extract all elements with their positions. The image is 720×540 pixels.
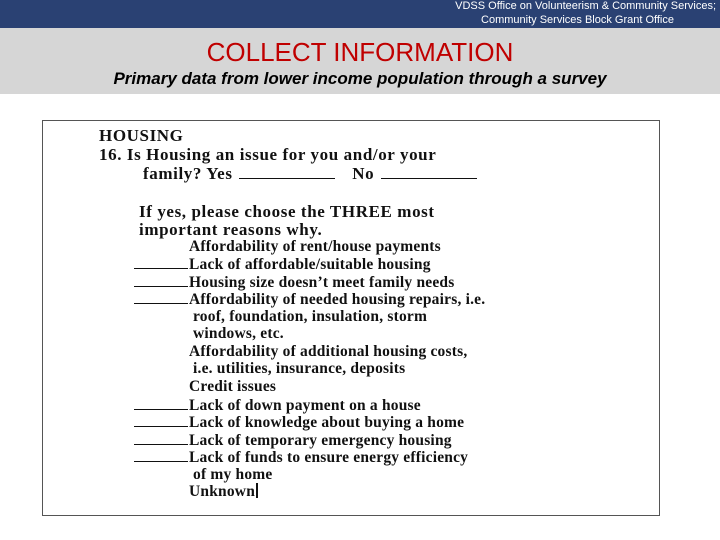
option-label: Lack of funds to ensure energy efficiency (189, 449, 469, 466)
instruction-line2: important reasons why. (139, 220, 323, 239)
answer-blank (134, 448, 188, 462)
option-affordable-housing (134, 255, 431, 274)
slide-title: COLLECT INFORMATION (206, 37, 514, 67)
no-blank (381, 165, 477, 179)
instruction-line1: If yes, please choose the THREE most (139, 202, 435, 221)
answer-blank (134, 396, 188, 410)
option-buying-knowledge (134, 413, 464, 432)
survey-scan (42, 120, 660, 516)
yes-label: family? Yes (143, 164, 233, 183)
option-label: Unknown (189, 483, 256, 500)
top-banner (0, 0, 720, 28)
option-unknown (189, 483, 258, 501)
answer-blank (134, 273, 188, 287)
yes-blank (239, 165, 335, 179)
text-cursor (256, 483, 258, 498)
option-label: Lack of down payment on a house (189, 397, 421, 414)
question-line2 (143, 165, 477, 183)
option-label: Lack of affordable/suitable housing (189, 256, 431, 273)
answer-blank (134, 431, 188, 445)
option-additional-costs: Affordability of additional housing costs, (189, 343, 468, 360)
answer-blank (134, 255, 188, 269)
section-heading: HOUSING (99, 126, 184, 145)
question-line1: 16. Is Housing an issue for you and/or your (99, 145, 437, 164)
option-additional-costs-cont: i.e. utilities, insurance, deposits (193, 360, 406, 377)
option-rent-affordability: Affordability of rent/house payments (189, 238, 441, 255)
option-label: Affordability of needed housing repairs, i.e. (189, 291, 486, 308)
org-name-line2: Community Services Block Grant Office (481, 14, 674, 26)
answer-blank (134, 413, 188, 427)
option-repairs-cont1: roof, foundation, insulation, storm (193, 308, 428, 325)
option-energy-efficiency-cont: of my home (193, 466, 273, 483)
answer-blank (134, 290, 188, 304)
no-label: No (352, 164, 375, 183)
slide-subtitle: Primary data from lower income population through a survey (113, 69, 607, 88)
option-repairs (134, 290, 485, 309)
option-label: Lack of knowledge about buying a home (189, 414, 465, 431)
option-credit-issues: Credit issues (189, 378, 277, 395)
org-name-line1: VDSS Office on Volunteerism & Community Services; (455, 0, 716, 12)
option-energy-efficiency (134, 448, 468, 467)
option-label: Housing size doesn’t meet family needs (189, 274, 455, 291)
option-label: Lack of temporary emergency housing (189, 432, 452, 449)
option-repairs-cont2: windows, etc. (193, 325, 284, 342)
